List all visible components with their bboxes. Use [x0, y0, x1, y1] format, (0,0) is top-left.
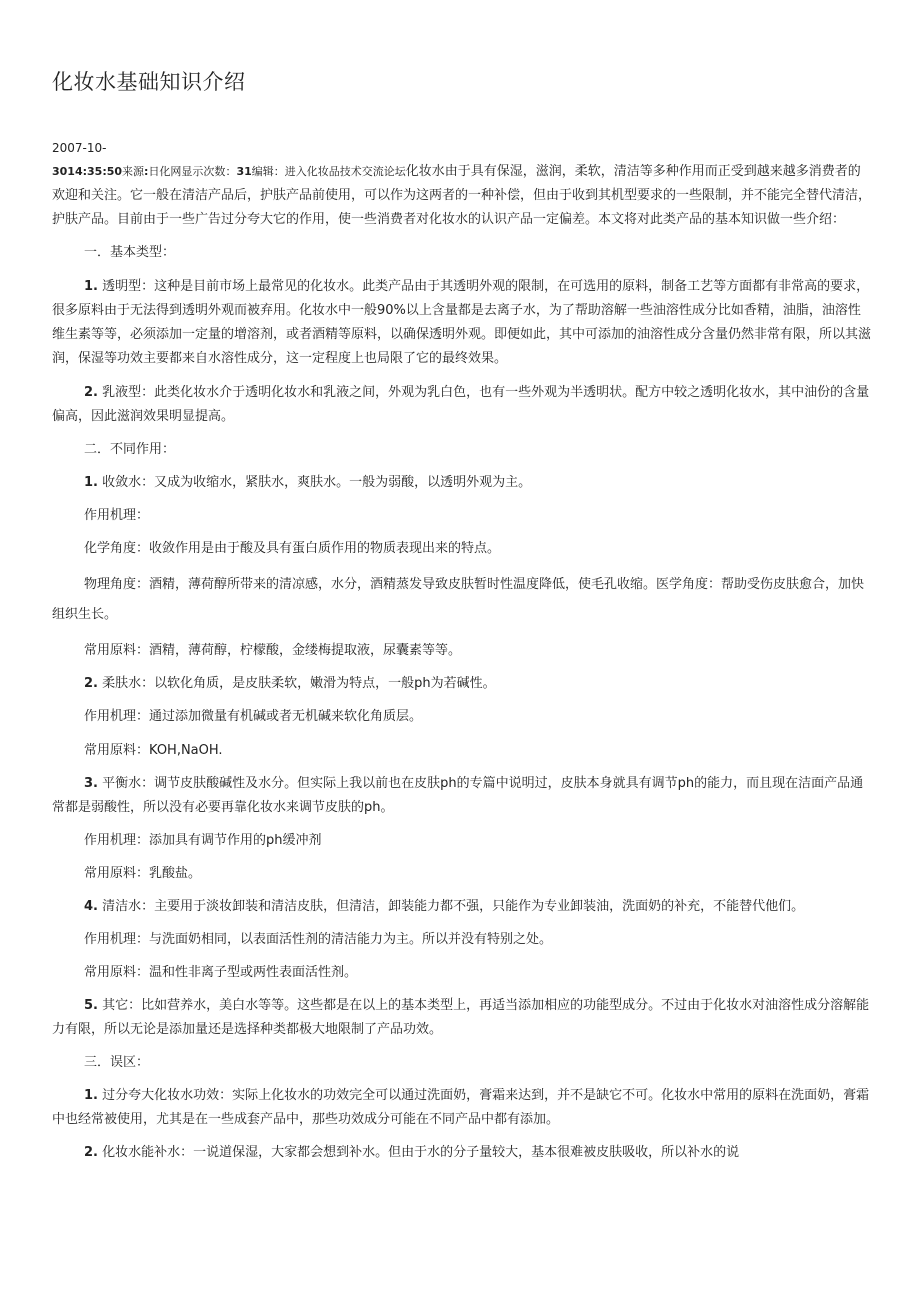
- mechanism: 作用机理：通过添加微量有机碱或者无机碱来软化角质层。: [84, 709, 423, 724]
- page-title: 化妆水基础知识介绍: [52, 70, 246, 94]
- item-text: 收敛水：又成为收缩水，紧肤水，爽肤水。一般为弱酸，以透明外观为主。: [102, 475, 532, 490]
- mechanism-label: 作用机理：: [84, 508, 150, 523]
- item-number: 2.: [84, 1145, 98, 1160]
- item-number: 4.: [84, 899, 98, 914]
- meta-editor-label: 编辑: [251, 165, 274, 178]
- intro-text: 化妆水由于具有保湿，滋润，柔软，清洁等多种作用而正受到越来越多消费者的欢迎和关注。它一般在清洁产品后，护肤产品前使用，可以作为这两者的一种补偿，但由于收到其机型要求的一些限制，并不能完全替代清洁，护肤产品。目前由于一些广告过分夸大它的作用，使一些消费者对化妆水的认识产品一定偏差。本文将对此类产品的基本知识做一些介绍：: [52, 164, 872, 227]
- item-text: 透明型：这种是目前市场上最常见的化妆水。此类产品由于其透明外观的限制，在可选用的原料，制备工艺等方面都有非常高的要求，很多原料由于无法得到透明外观而被弃用。化妆水中一般90%以上含量都是去离子水，为了帮助溶解一些油溶性成分比如香精，油脂，油溶性维生素等等，必须添加一定量的增溶剂，或者酒精等原料，以确保透明外观。即便如此，其中可添加的油溶性成分含量仍然非常有限，所以其滋润，保湿等功效主要都来自水溶性成分，这一定程度上也局限了它的最终效果。: [52, 279, 872, 366]
- meta-time: 3014:35:50: [52, 165, 123, 178]
- list-item: [52, 381, 872, 429]
- item-text: 平衡水：调节皮肤酸碱性及水分。但实际上我以前也在皮肤ph的专篇中说明过，皮肤本身就具有调节ph的能力，而且现在洁面产品通常都是弱酸性，所以没有必要再靠化妆水来调节皮肤的ph。: [52, 776, 864, 815]
- chemical-angle: 化学角度：收敛作用是由于酸及具有蛋白质作用的物质表现出来的特点。: [84, 541, 501, 556]
- list-item: [52, 1141, 872, 1165]
- item-number: 2.: [84, 385, 98, 400]
- list-item: [52, 772, 872, 820]
- item-number: 5.: [84, 998, 98, 1013]
- list-item: [52, 1084, 872, 1132]
- list-item: [52, 471, 872, 495]
- item-text: 清洁水：主要用于淡妆卸装和清洁皮肤，但清洁，卸装能力都不强，只能作为专业卸装油，洗面奶的补充，不能替代他们。: [102, 899, 805, 914]
- list-item: [52, 895, 872, 919]
- list-item: [52, 672, 872, 696]
- item-number: 2.: [84, 676, 98, 691]
- mechanism: 作用机理：与洗面奶相同，以表面活性剂的清洁能力为主。所以并没有特别之处。: [84, 932, 553, 947]
- article-meta: 3014:35:50来源:日化网显示次数：31编辑：进入化妆品技术交流论坛: [52, 165, 406, 178]
- raw-materials: 常用原料：KOH,NaOH.: [84, 743, 223, 758]
- item-number: 1.: [84, 279, 98, 294]
- list-item: [52, 994, 872, 1042]
- item-text: 柔肤水：以软化角质，是皮肤柔软，嫩滑为特点，一般ph为若碱性。: [102, 676, 496, 691]
- meta-source-label: 来源: [122, 165, 145, 178]
- section-heading-2: 二．不同作用：: [84, 442, 176, 457]
- intro-paragraph: [52, 160, 872, 232]
- article-body: [52, 160, 872, 1165]
- item-number: 3.: [84, 776, 98, 791]
- item-text: 过分夸大化妆水功效：实际上化妆水的功效完全可以通过洗面奶，膏霜来达到，并不是缺它不可。化妆水中常用的原料在洗面奶，膏霜中也经常被使用，尤其是在一些成套产品中，那些功效成分可能在不同产品中都有添加。: [52, 1088, 870, 1127]
- item-number: 1.: [84, 475, 98, 490]
- raw-materials: 常用原料：酒精，薄荷醇，柠檬酸，金缕梅提取液，尿囊素等等。: [84, 643, 462, 658]
- meta-editor: 进入化妆品技术交流论坛: [284, 165, 406, 178]
- item-text: 乳液型：此类化妆水介于透明化妆水和乳液之间，外观为乳白色，也有一些外观为半透明状。配方中较之透明化妆水，其中油份的含量偏高，因此滋润效果明显提高。: [52, 385, 870, 424]
- physical-angle: 物理角度：酒精，薄荷醇所带来的清凉感，水分，酒精蒸发导致皮肤暂时性温度降低，使毛孔收缩。医学角度：帮助受伤皮肤愈合，加快组织生长。: [52, 577, 865, 622]
- section-heading-3: 三．误区：: [84, 1055, 150, 1070]
- mechanism: 作用机理：添加具有调节作用的ph缓冲剂: [84, 833, 322, 848]
- raw-materials: 常用原料：乳酸盐。: [84, 866, 202, 881]
- item-text: 其它：比如营养水，美白水等等。这些都是在以上的基本类型上，再适当添加相应的功能型成分。不过由于化妆水对油溶性成分溶解能力有限，所以无论是添加量还是选择种类都极大地限制了产品功效。: [52, 998, 870, 1037]
- section-heading-1: 一．基本类型：: [84, 245, 176, 260]
- list-item: [52, 275, 872, 371]
- meta-views: 31: [236, 165, 252, 178]
- item-number: 1.: [84, 1088, 98, 1103]
- publish-date: 2007-10-: [52, 141, 107, 155]
- meta-source: 日化网显示次数: [148, 165, 226, 178]
- item-text: 化妆水能补水：一说道保湿，大家都会想到补水。但由于水的分子量较大，基本很难被皮肤吸收，所以补水的说: [102, 1145, 740, 1160]
- raw-materials: 常用原料：温和性非离子型或两性表面活性剂。: [84, 965, 358, 980]
